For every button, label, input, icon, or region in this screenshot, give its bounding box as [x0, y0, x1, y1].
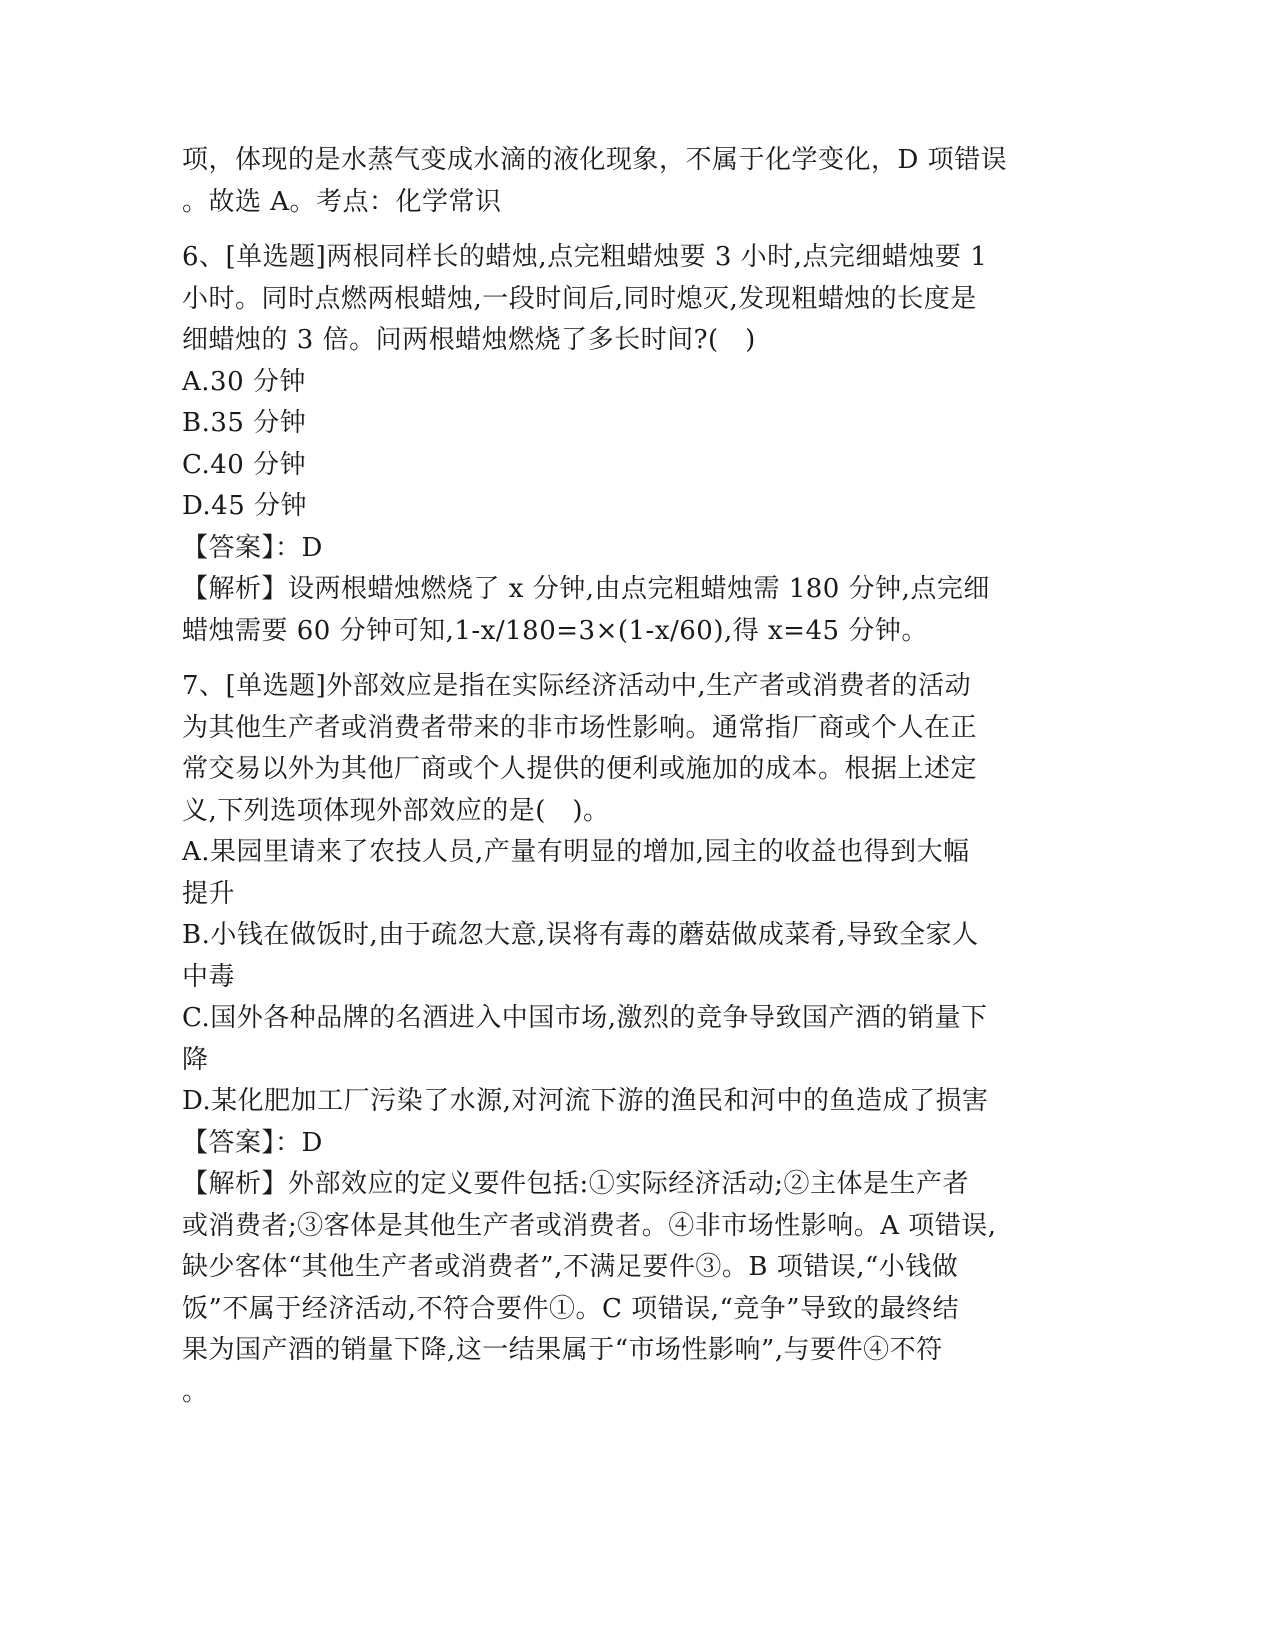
- explanation-line: 或消费者;③客体是其他生产者或消费者。④非市场性影响。A 项错误,: [182, 1210, 997, 1241]
- explanation-line: 【解析】外部效应的定义要件包括:①实际经济活动;②主体是生产者: [182, 1169, 970, 1199]
- question-stem-line: 义,下列选项体现外部效应的是( )。: [182, 795, 610, 826]
- option-b: B.35 分钟: [182, 408, 307, 438]
- document-body: [182, 140, 1052, 1413]
- text-line: 项，体现的是水蒸气变成水滴的液化现象，不属于化学变化，D 项错误: [182, 145, 1008, 175]
- question-stem-line: 为其他生产者或消费者带来的非市场性影响。通常指厂商或个人在正: [182, 712, 978, 743]
- option-c-continued: 降: [182, 1044, 209, 1075]
- previous-explanation-tail: [182, 140, 1052, 223]
- option-c: C.国外各种品牌的名酒进入中国市场,激烈的竞争导致国产酒的销量下: [182, 1003, 988, 1033]
- explanation-line: 果为国产酒的销量下降,这一结果属于“市场性影响”,与要件④不符: [182, 1335, 943, 1365]
- text-line: 。故选 A。考点：化学常识: [182, 186, 502, 217]
- explanation-line: 【解析】设两根蜡烛燃烧了 x 分钟,由点完粗蜡烛需 180 分钟,点完细: [182, 574, 990, 604]
- option-d: D.45 分钟: [182, 491, 308, 521]
- option-c: C.40 分钟: [182, 449, 307, 480]
- question-stem-line: 细蜡烛的 3 倍。问两根蜡烛燃烧了多长时间?( ): [182, 325, 756, 355]
- explanation-line: 蜡烛需要 60 分钟可知,1-x/180=3×(1-x/60),得 x=45 分钟。: [182, 615, 928, 646]
- question-stem-line: 7、[单选题]外部效应是指在实际经济活动中,生产者或消费者的活动: [182, 671, 972, 701]
- question-6: [182, 237, 1052, 652]
- option-b-continued: 中毒: [182, 961, 236, 992]
- option-a-continued: 提升: [182, 878, 236, 909]
- question-stem-line: 6、[单选题]两根同样长的蜡烛,点完粗蜡烛要 3 小时,点完细蜡烛要 1: [182, 242, 988, 272]
- explanation-line: 饭”不属于经济活动,不符合要件①。C 项错误,“竞争”导致的最终结: [182, 1293, 960, 1324]
- question-7: [182, 666, 1052, 1413]
- explanation-line: 缺少客体“其他生产者或消费者”,不满足要件③。B 项错误,“小钱做: [182, 1252, 959, 1282]
- question-stem-line: 常交易以外为其他厂商或个人提供的便利或施加的成本。根据上述定: [182, 754, 978, 784]
- explanation-line: 。: [182, 1376, 209, 1407]
- question-stem-line: 小时。同时点燃两根蜡烛,一段时间后,同时熄灭,发现粗蜡烛的长度是: [182, 283, 977, 314]
- answer-line: 【答案】：D: [182, 532, 323, 563]
- option-b: B.小钱在做饭时,由于疏忽大意,误将有毒的蘑菇做成菜肴,导致全家人: [182, 920, 979, 950]
- answer-line: 【答案】：D: [182, 1127, 323, 1158]
- option-a: A.30 分钟: [182, 366, 306, 397]
- option-a: A.果园里请来了农技人员,产量有明显的增加,园主的收益也得到大幅: [182, 837, 970, 867]
- option-d: D.某化肥加工厂污染了水源,对河流下游的渔民和河中的鱼造成了损害: [182, 1086, 989, 1116]
